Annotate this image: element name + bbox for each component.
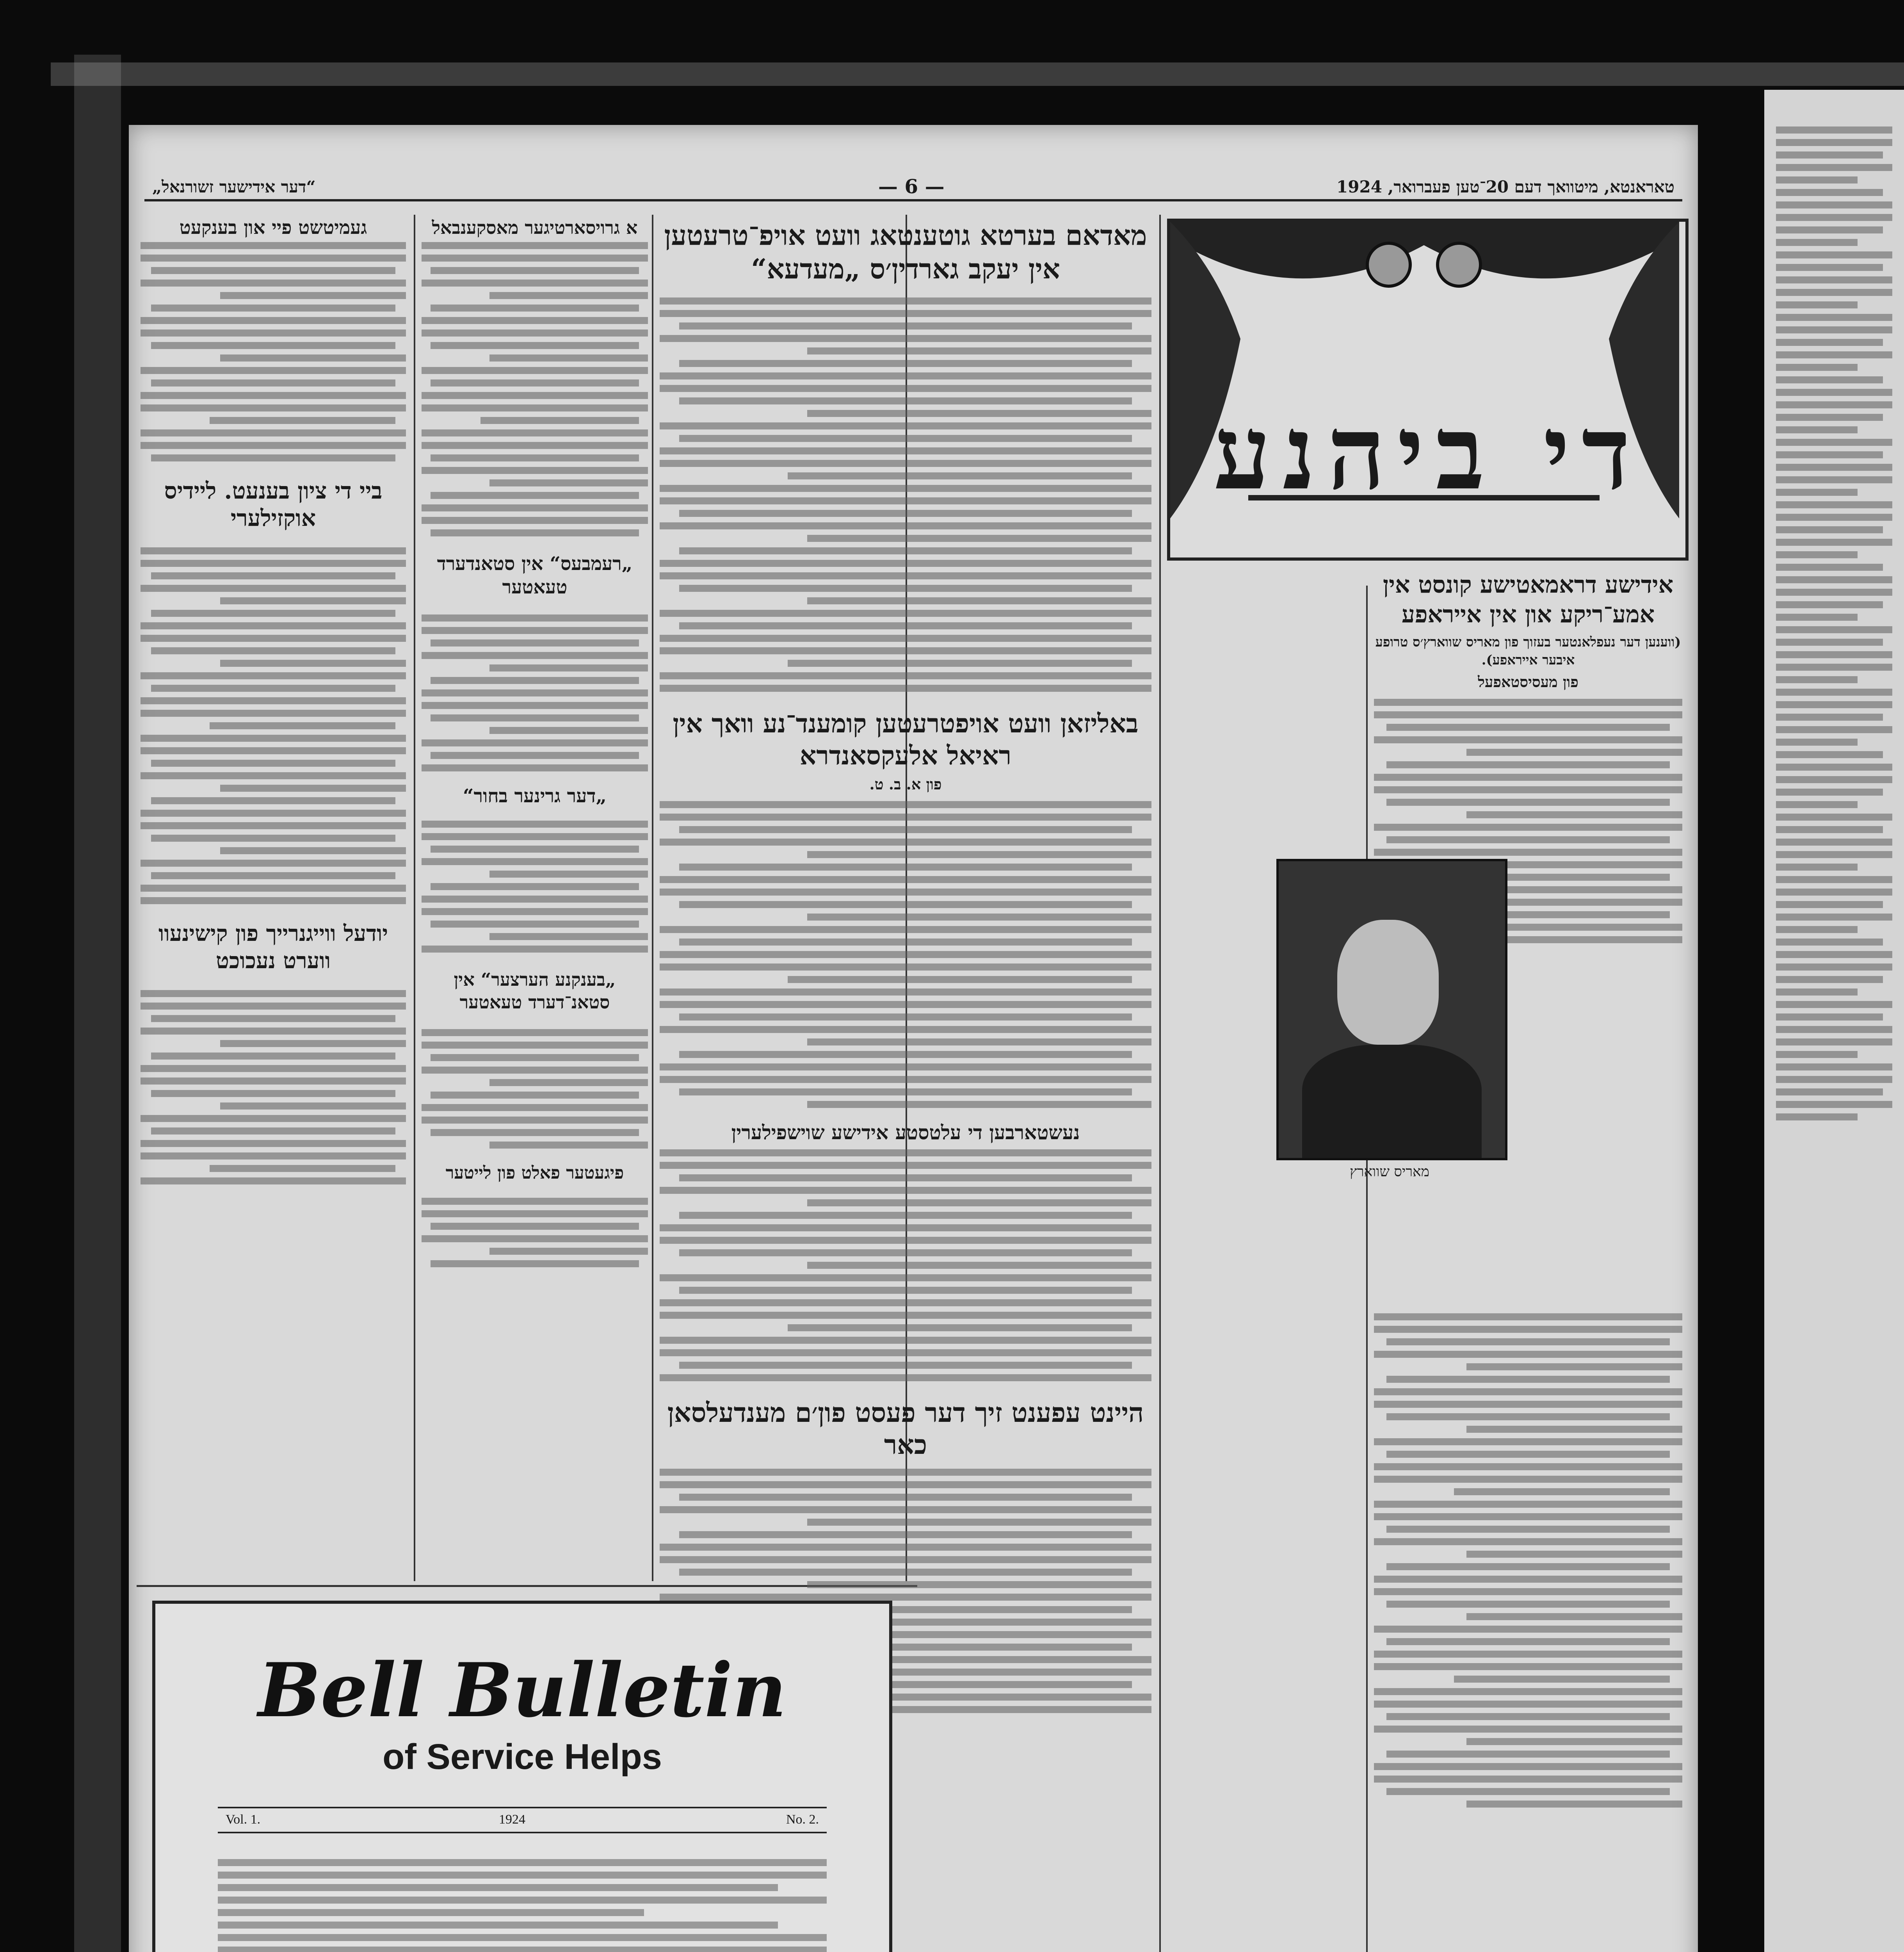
headline-raffle: געמיטשט פיי און בענקעט — [179, 217, 367, 239]
headline-green-bokher: „דער גרינער בחור“ — [463, 785, 607, 807]
page-masthead — [144, 172, 1682, 201]
masthead-page-number: — 6 — — [878, 175, 945, 198]
bell-number: No. 2. — [786, 1812, 819, 1827]
article-text — [141, 242, 406, 461]
scan-left-edge — [74, 55, 121, 1952]
subhead-schwartz-tour: (ווענען דער נעפלאנטער בעזוך פון מאריס שווארץ׳ס טרופע איבער אייראפע). — [1375, 634, 1681, 668]
headline-mendelssohn-choir: היינט עפענט זיך דער פעסט פון׳ם מענדעלסאן כאר — [667, 1397, 1144, 1460]
portrait-photo — [1276, 859, 1507, 1160]
bell-title: Bell Bulletin — [258, 1647, 787, 1734]
column-rule — [1159, 215, 1161, 1952]
right-column — [1374, 570, 1682, 1952]
article-text — [422, 1029, 648, 1149]
bell-issue-line — [218, 1807, 827, 1833]
article-text — [422, 821, 648, 953]
headline-gutentag-medea: מאדאם בערטא גוטענטאג וועט אויפ־טרעטען אין יעקב גארדין׳ס „מעדעא“ — [664, 219, 1147, 285]
bell-text — [218, 1854, 827, 1952]
byline-balizon: פון א. ב. ט. — [869, 775, 942, 793]
photo-caption: מאריס שווארץ — [1350, 1164, 1429, 1180]
column-rule — [414, 215, 415, 1581]
article-text — [660, 297, 1151, 692]
masthead-paper-name: „דער אידישער זשורנאל“ — [152, 177, 316, 196]
headline-masquerade: א גרויסארטיגער מאסקענבאל — [432, 217, 638, 238]
headline-rembes: „רעמבעס“ אין סטאנדערד טעאטער — [437, 553, 633, 598]
headline-yiddish-drama: אידישע דראמאטישע קונסט אין אמע־ריקע און אין אייראפע — [1383, 571, 1674, 628]
theatre-section-header — [1167, 219, 1689, 561]
headline-oldest-actress: נעשטארבען די עלטסטע אידישע שוישפילערין — [731, 1121, 1080, 1144]
article-text — [141, 547, 406, 904]
column-rule — [1366, 586, 1368, 1952]
headline-weingenreich: יודעל ווייגנרייך פון קישינעוו ווערט נעכוכט — [158, 921, 388, 974]
adjacent-page-text — [1764, 90, 1904, 1157]
headline-painter-fall: פיגעטער פאלט פון לייטער — [445, 1163, 624, 1183]
adjacent-page-sliver — [1764, 90, 1904, 1952]
portrait-body — [1302, 1045, 1482, 1158]
article-text — [141, 990, 406, 1184]
headline-benkne-hertser: „בענקנע הערצער“ אין סטאנ־דערד טעאטער — [454, 969, 616, 1013]
bell-year: 1924 — [499, 1812, 525, 1827]
bell-volume: Vol. 1. — [226, 1812, 261, 1827]
article-text — [422, 1198, 648, 1267]
article-text — [422, 614, 648, 771]
left-column-2 — [422, 215, 648, 1573]
left-column-1 — [141, 215, 406, 1573]
bell-bulletin-ad — [152, 1601, 892, 1952]
scan-top-band — [51, 62, 1904, 86]
headline-balizon: באליזאן וועט אויפטרעטען קומענד־נע וואך אין ראיאל אלעקסאנדרא — [673, 708, 1139, 771]
section-title: די ביהנע — [1213, 394, 1642, 513]
article-text — [660, 801, 1151, 1108]
article-text — [660, 1149, 1151, 1381]
byline-mephistopheles: פון מעסיסטאפעל — [1478, 673, 1578, 691]
column-rule — [652, 215, 653, 1581]
newspaper-page — [129, 125, 1698, 1952]
bell-subtitle: of Service Helps — [383, 1737, 662, 1777]
headline-zion: ביי די ציון בענעט. ליידיס אוקזילערי — [164, 477, 383, 531]
article-text — [422, 242, 648, 536]
masthead-date: טאראנטא, מיטוואך דעם 20־טען פעברואר, 1924 — [1336, 177, 1674, 196]
article-text — [1374, 1313, 1682, 1808]
portrait-face — [1337, 920, 1439, 1045]
